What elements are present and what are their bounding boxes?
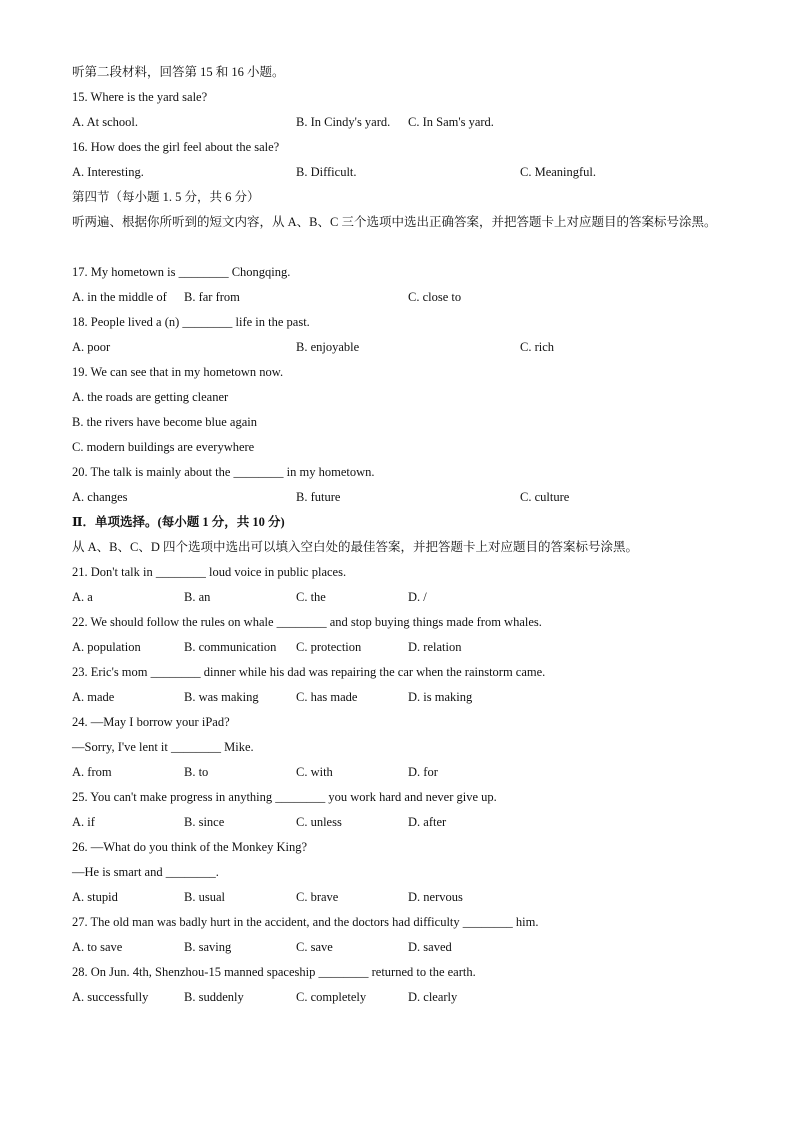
option-d: D. relation (408, 640, 462, 654)
question-block (72, 785, 732, 835)
option-b: B. Difficult. (296, 165, 357, 179)
option-d: D. nervous (408, 890, 463, 904)
option-a: A. made (72, 690, 115, 704)
question-options (72, 885, 732, 910)
question-block (72, 960, 732, 1010)
question-options (72, 935, 732, 960)
exam-page (72, 60, 732, 1010)
option-d: D. after (408, 815, 447, 829)
option-c: C. brave (296, 890, 339, 904)
option-a: A. successfully (72, 990, 149, 1004)
option-a: A. stupid (72, 890, 118, 904)
question-options (72, 635, 732, 660)
option-a: A. in the middle of (72, 290, 167, 304)
question-options (72, 585, 732, 610)
option-d: D. / (408, 590, 427, 604)
question-block (72, 910, 732, 960)
option-b: B. far from (184, 290, 240, 304)
question-options (72, 810, 732, 835)
question-18-stem: 18. People lived a (n) ________ life in the past. (72, 315, 310, 329)
option-c: C. completely (296, 990, 367, 1004)
option-c: C. save (296, 940, 333, 954)
question-options (72, 685, 732, 710)
question-19-stem: 19. We can see that in my hometown now. (72, 365, 284, 379)
option-b: B. suddenly (184, 990, 244, 1004)
section4-instructions: 听两遍、根据你所听到的短文内容，从 A、B、C 三个选项中选出正确答案，并把答题卡上对应题目的答案标号涂黑。 (72, 215, 717, 229)
section2-instructions: 从 A、B、C、D 四个选项中选出可以填入空白处的最佳答案，并把答题卡上对应题目的答案标号涂黑。 (72, 540, 638, 554)
option-d: D. saved (408, 940, 452, 954)
option-c: C. rich (520, 340, 555, 354)
question-15-stem: 15. Where is the yard sale? (72, 90, 208, 104)
option-a: A. to save (72, 940, 123, 954)
option-a: A. population (72, 640, 141, 654)
option-b: B. enjoyable (296, 340, 360, 354)
option-b: B. In Cindy's yard. (296, 115, 391, 129)
question-16-options (72, 160, 732, 185)
option-c: C. the (296, 590, 326, 604)
question-block (72, 610, 732, 660)
option-b: B. to (184, 765, 209, 779)
question-stem: 23. Eric's mom ________ dinner while his dad was repairing the car when the rainstorm came. (72, 665, 546, 679)
option-a: A. poor (72, 340, 111, 354)
option-c: C. Meaningful. (520, 165, 597, 179)
question-block (72, 710, 732, 785)
question-stem: 27. The old man was badly hurt in the accident, and the doctors had difficulty ________ him. (72, 915, 539, 929)
question-stem-reply: —He is smart and ________. (72, 865, 219, 879)
option-b: B. since (184, 815, 225, 829)
passage2-intro: 听第二段材料，回答第 15 和 16 小题。 (72, 65, 285, 79)
question-20-stem: 20. The talk is mainly about the ________ in my hometown. (72, 465, 375, 479)
option-b: B. usual (184, 890, 225, 904)
option-b: B. an (184, 590, 211, 604)
question-block (72, 560, 732, 610)
option-d: D. for (408, 765, 438, 779)
question-stem: 21. Don't talk in ________ loud voice in public places. (72, 565, 347, 579)
section2-title: Ⅱ．单项选择。(每小题 1 分，共 10 分) (72, 515, 285, 529)
option-c: C. In Sam's yard. (408, 115, 494, 129)
multiple-choice-list (72, 560, 732, 1010)
question-15-options (72, 110, 732, 135)
option-b: B. was making (184, 690, 259, 704)
question-options (72, 760, 732, 785)
option-c: C. modern buildings are everywhere (72, 440, 255, 454)
question-stem: 22. We should follow the rules on whale ________ and stop buying things made from whales. (72, 615, 542, 629)
option-b: B. communication (184, 640, 277, 654)
option-a: A. from (72, 765, 112, 779)
question-block (72, 660, 732, 710)
option-a: A. changes (72, 490, 128, 504)
option-c: C. close to (408, 290, 462, 304)
question-stem: 28. On Jun. 4th, Shenzhou-15 manned spaceship ________ returned to the earth. (72, 965, 476, 979)
option-b: B. saving (184, 940, 232, 954)
question-block (72, 835, 732, 910)
option-c: C. protection (296, 640, 362, 654)
question-17-stem: 17. My hometown is ________ Chongqing. (72, 265, 291, 279)
option-c: C. with (296, 765, 333, 779)
option-c: C. culture (520, 490, 570, 504)
question-stem-reply: —Sorry, I've lent it ________ Mike. (72, 740, 254, 754)
question-18-options (72, 335, 732, 360)
question-options (72, 985, 732, 1010)
option-b: B. the rivers have become blue again (72, 415, 257, 429)
question-stem: 26. —What do you think of the Monkey King? (72, 840, 308, 854)
option-a: A. if (72, 815, 95, 829)
question-stem: 24. —May I borrow your iPad? (72, 715, 230, 729)
question-16-stem: 16. How does the girl feel about the sale? (72, 140, 280, 154)
question-17-options (72, 285, 732, 310)
option-d: D. clearly (408, 990, 458, 1004)
question-20-options (72, 485, 732, 510)
option-d: D. is making (408, 690, 473, 704)
option-b: B. future (296, 490, 341, 504)
option-a: A. a (72, 590, 93, 604)
option-a: A. Interesting. (72, 165, 144, 179)
option-a: A. At school. (72, 115, 138, 129)
section4-title: 第四节（每小题 1. 5 分，共 6 分） (72, 190, 260, 204)
option-c: C. has made (296, 690, 358, 704)
option-c: C. unless (296, 815, 342, 829)
option-a: A. the roads are getting cleaner (72, 390, 229, 404)
question-stem: 25. You can't make progress in anything ________ you work hard and never give up. (72, 790, 497, 804)
